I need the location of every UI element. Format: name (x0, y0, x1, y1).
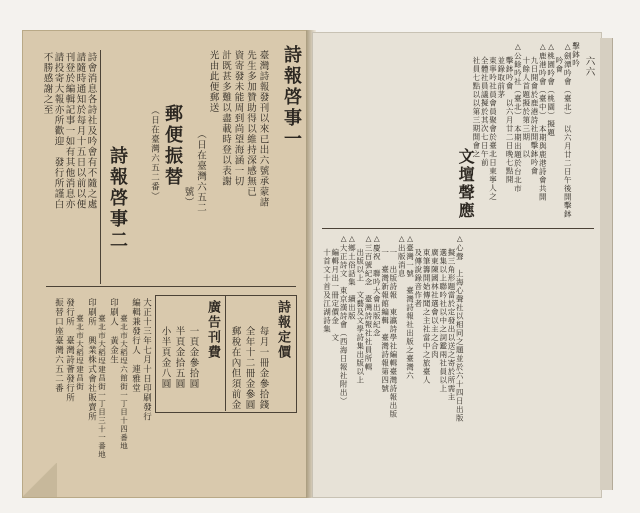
advertising-price-title: 廣告刊費 (205, 300, 220, 360)
text-column: 東筆籌開始傳聞之主社當中之旅臺人 (422, 240, 432, 385)
notice-1-line: 光由此便郵送 (207, 50, 219, 113)
notice-2-line: 刊登於編輯記事一如有其他消息亦 (63, 52, 75, 210)
text-column: △心聲 上海心聲社以相同之題並於六十四日出版 (455, 234, 465, 423)
text-column: 擊鉢吟會 以六月廿二日晚七點開 (505, 48, 515, 184)
text-column: △鄉土俗話集 續出版 (347, 234, 357, 321)
text-column: 十餘人首題擬於第三期 以 (521, 48, 531, 159)
notice-1-line: 先生多加贊助得以維持深感無已 (245, 50, 256, 197)
heading-notice-1: 詩報啓事一 (281, 45, 302, 150)
notice-1-line: 資寄發未能周到尚望海涵一切 (232, 50, 244, 187)
colophon-line: 編輯兼發行人 連雅堂 (130, 298, 141, 393)
notice-1-line: 計既甚多難以盡載時登以表謝 (220, 50, 231, 187)
postal-transfer-label: 郵便振替 (162, 104, 183, 188)
heading-notice-2: 詩報啓事二 (107, 146, 128, 251)
price-row: 半頁金拾五圓 (173, 326, 185, 389)
text-column: 十首文十首及江湖詩集 (322, 240, 332, 334)
text-column: △桃園吟會（桃園）擬題 (546, 42, 556, 137)
page-edge (600, 38, 613, 490)
notice-2-line: 請投寄大報亦所歡迎 發行所謹白 (52, 52, 64, 210)
text-column: 一 臺灣新報館編輯 臺灣詩報第四號 (380, 240, 390, 393)
notice-1-line: （日在臺灣六五二 (195, 50, 206, 214)
text-column: 擬三角形題當於定發出以送之寄於所需主 (447, 240, 456, 402)
notice-2-line: 詩會消息各詩社及吟會有不隨之處 (85, 52, 97, 210)
right-page-rule (322, 228, 594, 229)
left-page-rule (46, 286, 296, 287)
text-column: 吟會 (554, 48, 564, 74)
notice-2-line: 請隨時通知於每月十五日以前以便 (74, 52, 86, 210)
text-column: 社員七點以以第三期開會之 (471, 48, 481, 159)
text-column: 廣東陳國林社選會以主之合肉 (430, 240, 440, 359)
price-row: 郵稅在內但須前金 (229, 326, 241, 410)
text-column: △劍潭吟會（臺北） 以六月廿二日午後開擊鉢 (563, 42, 573, 219)
text-column: △臺灣一號 臺灣詩報社出版之臺灣六 (405, 234, 415, 380)
text-column: 並錄取前茅 (496, 48, 506, 99)
text-column: △大正詩文 東京漢詩會（西海日報社附出） (339, 234, 349, 406)
text-column: 一 出版詩報 東瀛詩學社編輯臺灣詩報出版 (388, 240, 398, 419)
text-column: 選集以上聯吟社以中之詞鑑兩社員以上 (438, 240, 448, 393)
text-column: 九日開會於鹿港詩社開擊鉢吟會 (530, 48, 539, 176)
page-number: 六六 (583, 56, 595, 77)
colophon-line: 印刷所 興業株式會社販賣所 (86, 298, 97, 422)
text-column: 及傳說錄音作者 (413, 240, 423, 308)
price-row: 一頁金參拾圓 (187, 326, 199, 389)
text-column: 出版以上 文藝及文學詩集出版以上 (355, 240, 365, 385)
notice-1-line: 號） (182, 50, 194, 208)
text-column: 編輯月出一冊定價金 文 (330, 240, 340, 342)
colophon-line: 臺北市大稻埕建昌街 (75, 306, 85, 391)
colophon-line: 大正十三年七月十日印刷發行 (141, 298, 152, 422)
text-column: △鹿港吟會（臺中） 本期與鹿港詩會共開 (538, 42, 548, 202)
text-column: △慶祝 聯吟大會出版紀念 (372, 234, 382, 338)
colophon-line: 發行所 臺灣詩薈發行所 (64, 298, 75, 403)
price-table-divider (225, 295, 226, 411)
price-row: 全年十二冊金參圓 (243, 326, 255, 410)
price-row: 每月一冊金參拾錢 (257, 326, 269, 410)
notice-1-line: 臺灣詩報發刊以來已出六號承蒙諸 (257, 50, 269, 208)
price-row: 小半頁金八圓 (159, 326, 171, 389)
text-column: 擊鉢吟 (571, 42, 581, 68)
section-heading: 文壇聲應 (456, 148, 476, 220)
text-column: △公餘吟社（臺北） 本期出題於台北市 (513, 42, 523, 193)
postal-transfer-account: （日在臺灣六五二番） (149, 106, 160, 201)
text-column: 全體社員議擬於其次七日午前 (480, 48, 490, 167)
colophon-line: 振替口座臺灣六五二番 (53, 298, 64, 393)
text-column: 東寧吟社員會員聚會於臺北日東寧人之 (488, 48, 498, 201)
text-column: △出版消息 (397, 234, 407, 278)
colophon-line: 印刷人 黃金生 (108, 298, 119, 365)
notice-2-line: 不勝感謝之至 (41, 52, 53, 115)
colophon-line: 臺北市大稻埕六館街一丁目十四番地 (119, 306, 129, 451)
notice-divider (100, 50, 101, 284)
text-column: △三百號紀念 臺灣詩報社社員所輯 (364, 234, 373, 372)
subscription-price-title: 詩報定價 (275, 300, 290, 360)
colophon-line: 臺北市大稻埕建昌街一丁目三十一番地 (97, 306, 107, 459)
